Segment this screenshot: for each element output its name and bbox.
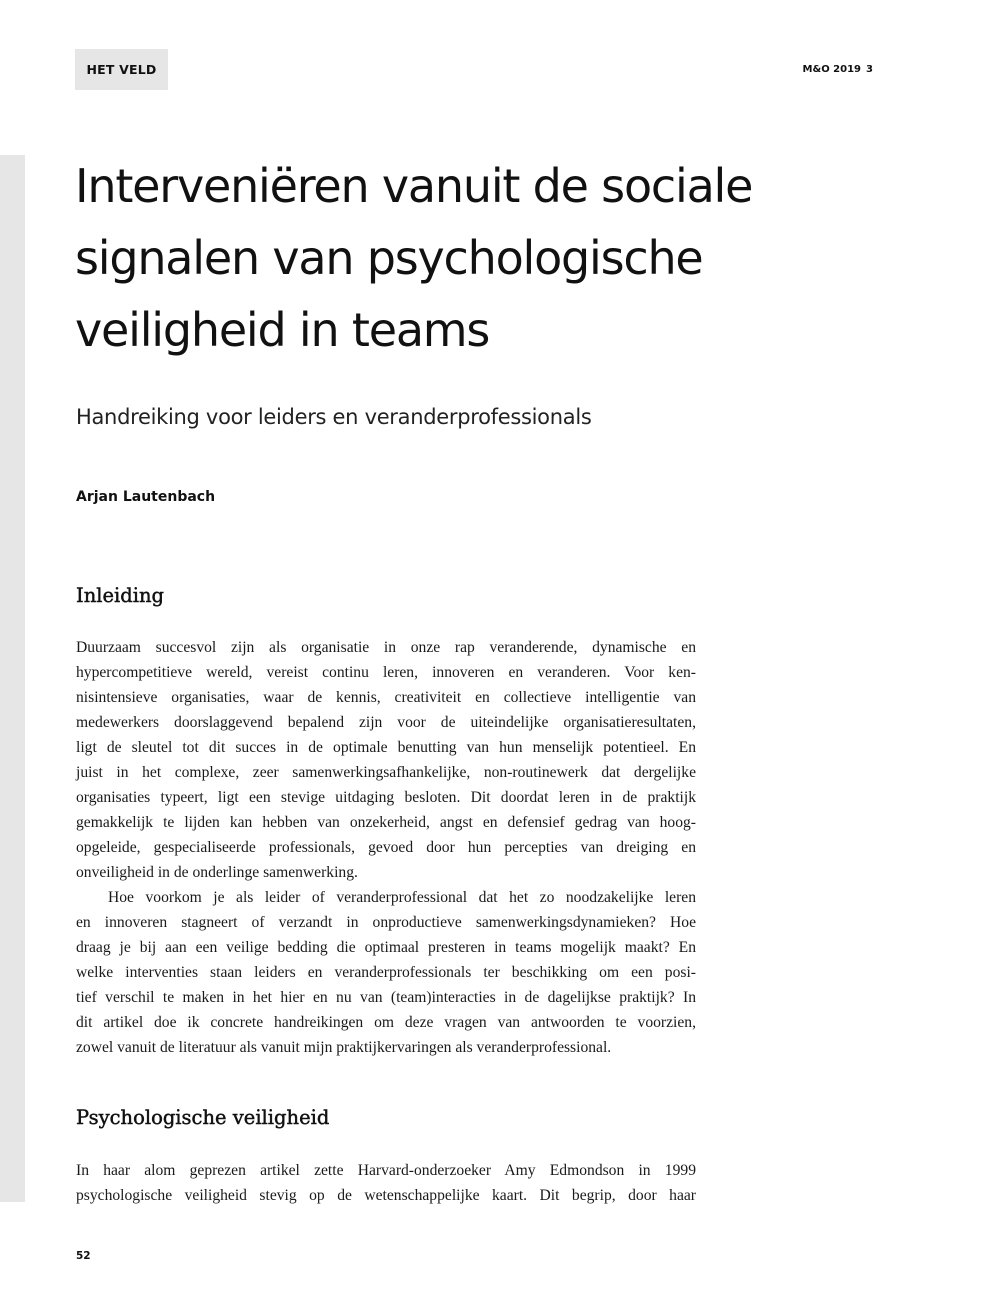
body-text-line: dit artikel doe ik concrete handreikingen om deze vragen van antwoorden te voorzien,	[76, 1014, 696, 1031]
section-heading-psychologische-veiligheid: Psychologische veiligheid	[76, 1106, 330, 1129]
body-text-line: tief verschil te maken in het hier en nu van (team)interacties in de dagelijkse praktijk? In	[76, 989, 696, 1006]
body-text-line: en innoveren stagneert of verzandt in onproductieve samenwerkingsdynamieken? Hoe	[76, 914, 696, 931]
body-text-line: In haar alom geprezen artikel zette Harvard-onderzoeker Amy Edmondson in 1999	[76, 1162, 696, 1179]
body-text-line: onveiligheid in de onderlinge samenwerking.	[76, 864, 358, 881]
body-text-line: hypercompetitieve wereld, vereist continu leren, innoveren en veranderen. Voor ken-	[76, 664, 696, 681]
body-text-line: draag je bij aan een veilige bedding die optimaal presteren in teams mogelijk maakt? En	[76, 939, 696, 956]
section-tag: HET VELD	[75, 49, 168, 90]
body-text-line: gemakkelijk te lijden kan hebben van onzekerheid, angst en defensief gedrag van hoog-	[76, 814, 696, 831]
title-line: Interveniëren vanuit de sociale	[75, 159, 753, 213]
side-margin-bar	[0, 155, 25, 1202]
body-text-line: medewerkers doorslaggevend bepalend zijn voor de uiteindelijke organisatieresultaten,	[76, 714, 696, 731]
journal-name: M&O 2019	[802, 64, 862, 75]
page-number: 52	[76, 1250, 91, 1262]
body-text-line: nisintensieve organisaties, waar de kennis, creativiteit en collectieve intelligentie van	[76, 689, 696, 706]
article-author: Arjan Lautenbach	[76, 489, 216, 505]
body-text-line: opgeleide, gespecialiseerde professionals, gevoed door hun percepties van dreiging en	[76, 839, 696, 856]
title-line: veiligheid in teams	[75, 303, 490, 357]
journal-reference	[803, 64, 873, 75]
body-text-line: welke interventies staan leiders en veranderprofessionals ter beschikking om een posi-	[76, 964, 696, 981]
article-subtitle: Handreiking voor leiders en veranderprofessionals	[76, 405, 592, 429]
body-text-line: Duurzaam succesvol zijn als organisatie in onze rap veranderende, dynamische en	[76, 639, 696, 656]
body-text-line: Hoe voorkom je als leider of veranderprofessional dat het zo noodzakelijke leren	[108, 889, 696, 906]
article-title	[75, 150, 935, 366]
body-text-line: organisaties typeert, ligt een stevige uitdaging besloten. Dit doordat leren in de praktijk	[76, 789, 696, 806]
section-heading-inleiding: Inleiding	[76, 584, 165, 607]
body-text-line: ligt de sleutel tot dit succes in de optimale benutting van hun menselijk potentieel. En	[76, 739, 696, 756]
body-text-line: psychologische veiligheid stevig op de wetenschappelijke kaart. Dit begrip, door haar	[76, 1187, 696, 1204]
title-line: signalen van psychologische	[75, 231, 703, 285]
body-text-line: juist in het complexe, zeer samenwerkingsafhankelijke, non-routinewerk dat dergelijke	[76, 764, 696, 781]
journal-issue: 3	[866, 64, 873, 75]
body-text-line: zowel vanuit de literatuur als vanuit mijn praktijkervaringen als veranderprofessional.	[76, 1039, 612, 1056]
